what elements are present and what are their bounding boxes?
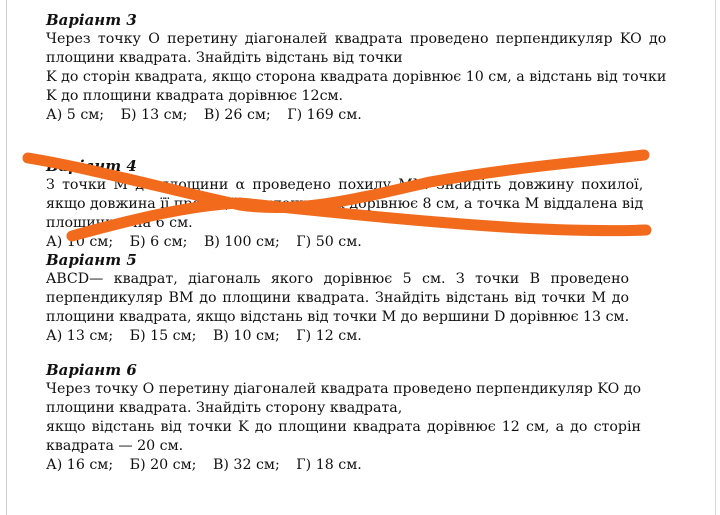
page-right-border xyxy=(715,0,716,515)
answer-a: А) 16 см; xyxy=(46,457,114,473)
problem-line: Через точку O перетину діагоналей квадрата проведено перпендикуляр KO до xyxy=(46,381,642,397)
problem-line: площини квадрата. Знайдіть відстань від точки xyxy=(46,50,403,66)
problem-line: площини квадрата, якщо відстань від точки M до вершини D дорівнює 13 см. xyxy=(46,309,630,325)
answer-b: Б) 6 см; xyxy=(129,234,188,250)
variant-4 xyxy=(46,156,643,252)
answer-d: Г) 12 см. xyxy=(296,328,362,344)
answer-options xyxy=(46,456,641,475)
answer-a: А) 5 см; xyxy=(46,107,105,123)
problem-line: З точки M до площини α проведено похилу MN. Знайдіть довжину похилої, xyxy=(46,177,644,193)
answer-d: Г) 169 см. xyxy=(287,107,362,123)
answer-c: В) 26 см; xyxy=(203,107,271,123)
problem-line: квадрата — 20 см. xyxy=(46,438,184,454)
answer-options xyxy=(46,327,629,346)
problem-line: Через точку O перетину діагоналей квадрата проведено перпендикуляр KO до xyxy=(46,31,667,47)
variant-title: Варіант 4 xyxy=(46,157,137,175)
problem-line: K до сторін квадрата, якщо сторона квадрата дорівнює 10 см, а відстань від точки xyxy=(46,69,667,85)
variant-5 xyxy=(46,250,629,346)
problem-line: K до площини квадрата дорівнює 12см. xyxy=(46,88,344,104)
problem-line: ABCD— квадрат, діагональ якого дорівнює 5 см. З точки B проведено xyxy=(46,271,630,287)
variant-title: Варіант 3 xyxy=(46,11,137,29)
answer-c: В) 10 см; xyxy=(212,328,280,344)
variant-title: Варіант 5 xyxy=(46,251,137,269)
answer-c: В) 32 см; xyxy=(212,457,280,473)
variant-3 xyxy=(46,10,666,125)
answer-b: Б) 13 см; xyxy=(120,107,188,123)
answer-a: А) 13 см; xyxy=(46,328,114,344)
answer-b: Б) 20 см; xyxy=(129,457,197,473)
problem-line: якщо відстань від точки K до площини квадрата дорівнює 12 см, а до сторін xyxy=(46,419,642,435)
answer-options xyxy=(46,106,666,125)
answer-c: В) 100 см; xyxy=(203,234,280,250)
page-left-border xyxy=(6,0,7,515)
variant-6 xyxy=(46,360,641,475)
problem-line: перпендикуляр BM до площини квадрата. Знайдіть відстань від точки M до xyxy=(46,290,630,306)
answer-b: Б) 15 см; xyxy=(129,328,197,344)
answer-d: Г) 50 см. xyxy=(296,234,362,250)
problem-line: якщо довжина її проекції на площину α дорівнює 8 см, а точка M віддалена від xyxy=(46,196,644,212)
answer-a: А) 10 см; xyxy=(46,234,114,250)
variant-title: Варіант 6 xyxy=(46,361,137,379)
answer-d: Г) 18 см. xyxy=(296,457,362,473)
problem-line: площини α на 6 см. xyxy=(46,215,193,231)
problem-line: площини квадрата. Знайдіть сторону квадрата, xyxy=(46,400,403,416)
